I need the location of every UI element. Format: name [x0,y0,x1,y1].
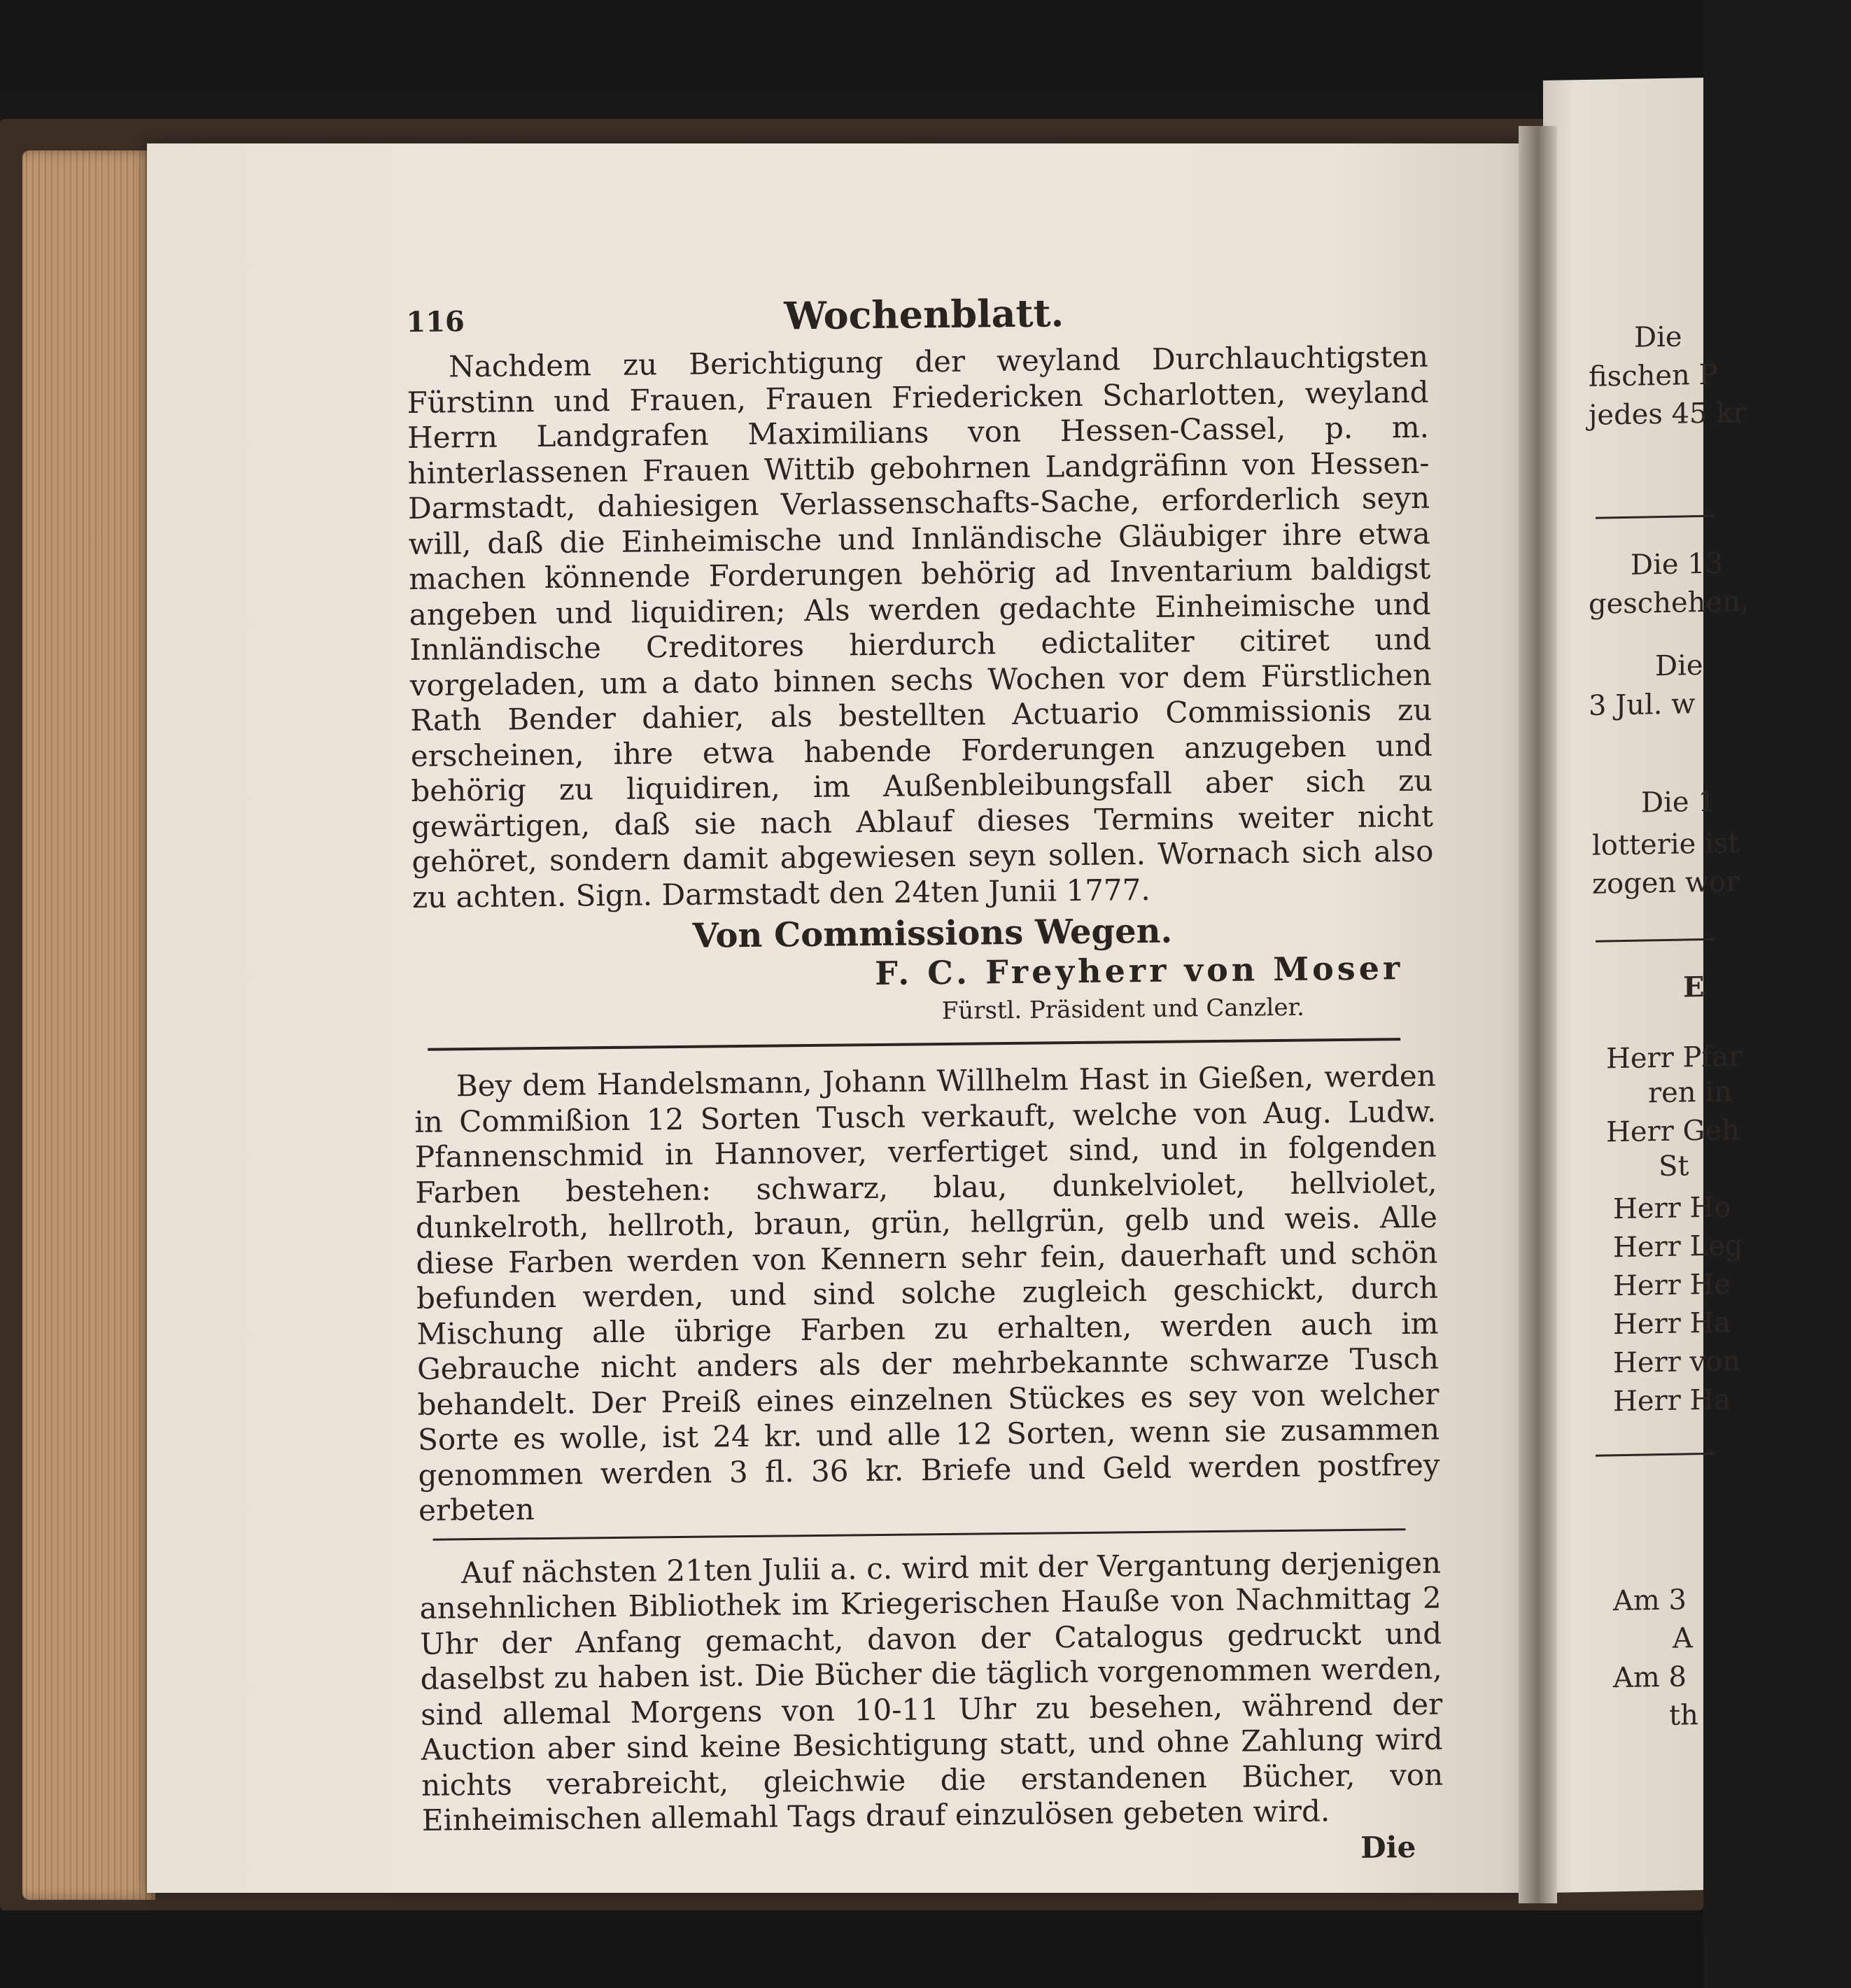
right-fragment: zogen wor [1592,866,1740,901]
signature-name: F. C. Freyherr von Moser [874,949,1404,993]
right-fragment: Am 8 [1613,1661,1687,1695]
right-fragment: Herr Geh [1606,1114,1740,1149]
notice-inventory-text: Nachdem zu Berichtigung der weyland Durchlauchtigsten Fürstinn und Frauen, Frauen Friedericken Scharlotten, weyland Herrn Landgrafen Maximilians von Hessen-Cassel, p. m. hinterlassenen Frauen Wittib gebohrnen Landgräfinn von Hessen-Darmstadt, dahiesigen Verlassenschafts-Sache, erforderlich seyn will, daß die Einheimische und Innländische Gläubiger ihre etwa machen könnende Forderungen behörig ad Inventarium baldigst angeben und liquidiren; Als werden gedachte Einheimische und Innländische Creditores hierdurch edictaliter citiret und vorgeladen, um a dato binnen sechs Wochen vor dem Fürstlichen Rath Bender dahier, als bestellten Actuario Commissionis zu erscheinen, ihre etwa habende Forderungen anzugeben und behörig zu liquidiren, im Außenbleibungsfall aber sich zu gewärtigen, daß sie nach Ablauf dieses Termins weiter nicht gehöret, sondern damit abgewiesen seyn sollen. Wornach sich also zu achten. Sign. Darmstadt den 24ten Junii 1777. [407,339,1434,915]
right-fragment: geschehen, [1589,585,1750,621]
right-rule [1596,1453,1715,1457]
page-number: 116 [406,305,465,339]
right-fragment: ren in [1648,1076,1732,1110]
right-fragment: Herr von [1613,1345,1740,1380]
right-page [1543,78,1750,1893]
notice-library-auction-text: Auf nächsten 21ten Julii a. c. wird mit der Vergantung derjenigen ansehnlichen Bibliothek im Kriegerischen Hauße von Nachmittag 2 Uhr der Anfang gemacht, davon der Catalogus gedruckt und daselbst zu haben ist. Die Bücher die täglich vorgenommen werden, sind allemal Morgens von 10-11 Uhr zu besehen, während der Auction aber sind keine Besichtigung statt, und ohne Zahlung wird nichts verabreicht, gleichwie die erstandenen Bücher, von Einheimischen allemahl Tags drauf einzulösen gebeten wird. [419,1545,1444,1838]
right-fragment: Herr Leg [1613,1229,1743,1264]
right-fragment: th [1669,1699,1698,1732]
notice-inventory [407,339,1434,915]
page-header [406,287,1428,350]
right-fragment: Herr He [1613,1268,1731,1303]
right-fragment: A [1673,1622,1693,1655]
section-divider [428,1038,1400,1051]
signature-title: Fürstl. Präsident und Canzler. [941,993,1305,1026]
right-fragment: St [1659,1150,1689,1183]
right-fragment: 3 Jul. w [1589,688,1696,722]
page-edges [22,150,155,1900]
notice-ink-sale-text: Bey dem Handelsmann, Johann Willhelm Hast in Gießen, werden in Commißion 12 Sorten Tusch verkauft, welche von Aug. Ludw. Pfannenschmid in Hannover, verfertiget sind, und in folgenden Farben bestehen: schwarz, blau, dunkelviolet, hellviolet, dunkelroth, hellroth, braun, grün, hellgrün, gelb und weis. Alle diese Farben werden von Kennern sehr fein, dauerhaft und schön befunden werden, und sind solche zugleich geschickt, durch Mischung alle übrige Farben zu erhalten, werden auch im Gebrauche nicht anders als der mehrbekannte schwarze Tusch behandelt. Der Preiß eines einzelnen Stückes es sey von welcher Sorte es wolle, ist 24 kr. und alle 12 Sorten, wenn sie zusammen genommen werden 3 fl. 36 kr. Briefe und Geld werden postfrey erbeten [414,1058,1440,1528]
right-fragment: Die 13 [1631,547,1724,581]
right-fragment: Herr Ha [1613,1383,1731,1418]
right-fragment: Herr Ho [1613,1191,1731,1226]
notice-ink-sale [414,1059,1441,1529]
section-divider [433,1528,1406,1541]
right-fragment: Herr Pfar [1606,1041,1743,1076]
right-fragment: Die 1 [1641,785,1716,819]
notice-library-auction [419,1545,1444,1838]
right-rule [1596,515,1715,519]
catchword: Die [1360,1829,1416,1865]
right-fragment: Die [1655,649,1703,683]
right-fragment: lotterie ist [1592,827,1740,862]
right-rule [1596,938,1715,943]
right-fragment: fischen P [1589,358,1718,393]
right-fragment: Herr Ha [1613,1306,1731,1341]
signature-commission: Von Commissions Wegen. [692,911,1173,956]
running-head: Wochenblatt. [783,290,1064,339]
right-fragment: E [1683,970,1705,1004]
book-gutter [1519,126,1557,1903]
right-fragment: Am 3 [1613,1584,1687,1618]
right-fragment: Die [1634,320,1682,354]
page-content [406,287,1444,1877]
right-fragment: jedes 45 kr [1589,396,1747,432]
